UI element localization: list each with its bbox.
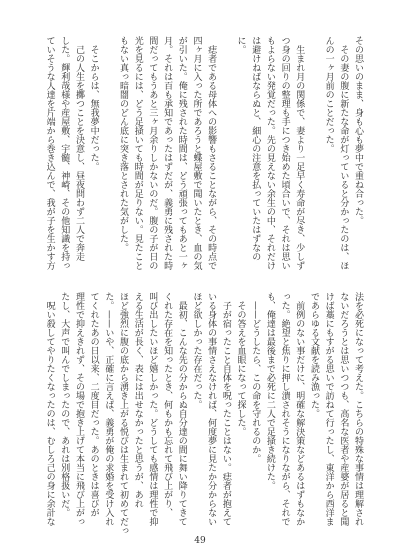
text-line: くれた存在を知ったとき、何もかも忘れて飛び上がり、	[162, 292, 173, 517]
text-line: その答えを血眼になって探した。	[235, 292, 246, 436]
text-line: いる身体の事情さえなければ、何度夢に見たか分からない	[206, 292, 217, 526]
text-line: たし、大声で叫んでしまったので、あれは別格扱いだ。	[59, 292, 70, 517]
text-line: 理性で抑えきれず、その場で抱き上げて本当に飛び上がっ	[73, 292, 84, 526]
text-line: 痣者である母体への影響もさることながら、その時点で	[206, 36, 217, 270]
text-line: える生活が長く、表には出せなかったと思うが、あれ	[132, 292, 143, 508]
text-line: つ身の回りの整理も手につき始めた頃合いで、それは思い	[279, 36, 290, 270]
text-line: その妻の腹に新たな命が灯っていると分かったのは、ほ	[338, 36, 349, 270]
text-line: 叫び出したいほど嬉しかった。どうしても感情は理性で抑	[147, 292, 158, 526]
text-line: もよらない発覚だった。先の見えない余生の中、それだけ	[264, 36, 275, 270]
blank-line	[218, 36, 233, 276]
text-line: 最初、こんな先の分からぬ自分達の間に舞い降りてきて	[176, 292, 187, 526]
text-line: も、俺達は最後まで必死に二人で足掻き続けた。	[264, 292, 275, 490]
text-line: ほど欲しかった存在だった。	[191, 292, 202, 409]
text-line: 前例のない事だけに、明確な解決策などあるはずもなか	[294, 292, 305, 526]
blank-line	[101, 36, 116, 276]
text-line: は避けねばならぬと、細心の注意を払っていたはずなの	[250, 36, 261, 261]
text-line: 呪い殺してやりたくなったのは、むしろ己の身に余計な	[44, 292, 55, 526]
text-line: 四ヶ月に入った所であろうと蝶屋敷で聞いたとき、血の気	[191, 36, 202, 270]
lower-text-block	[40, 292, 365, 535]
text-line: が引いた。俺に残された時間は、どう頑張ってもあと一ヶ	[176, 36, 187, 270]
text-line: そこからは、無我夢中だった。	[88, 36, 99, 171]
text-line: た。——いや、正確に言えば、義勇が俺の求婚を受け入れ	[103, 292, 114, 526]
text-line: 生まれ月の関係で、妻より一足早く寿命が尽き、少しず	[294, 36, 305, 270]
text-line: もない真っ暗闇のどん底に突き落とされた気がした。	[118, 36, 128, 252]
text-line: 子が宿ったこと自体を呪ったことはない。痣者が抱えて	[220, 292, 231, 526]
text-line: に。	[235, 36, 246, 54]
text-line: けば藁にもすがる思いで訪ねて行ったし、東洋から西洋ま	[323, 292, 334, 526]
text-line: 法を必死になって考えた。こちらの特殊な事情は理解され	[353, 292, 363, 526]
text-line: ていそうな人達を片端から巻き込んで、我が子を生かす方	[44, 36, 55, 270]
text-line: ほど強烈に腹の底から湧き上がる悦びは生まれて初めてだっ	[118, 292, 128, 535]
text-line: った。絶望と焦りに押し潰されそうになりながら、それで	[279, 292, 290, 526]
text-line: ——どうしたら、この命を守れるのか。	[250, 292, 261, 463]
text-line: 光を見るには、どう足掻いても時間が足りない。見たこと	[132, 36, 143, 270]
text-line: 月。それは百も承知であったはずだが、義勇に残された時	[162, 36, 173, 270]
upper-text-block	[40, 36, 365, 276]
page-number: 49	[194, 536, 206, 546]
text-line: んの一ヶ月前のことだった。	[323, 36, 334, 153]
text-line: であらゆる文献を読み漁った。	[308, 292, 319, 418]
text-line: した。輝利哉様や産屋敷、宇髄、神崎、その他知識を持っ	[59, 36, 70, 270]
text-line: 己の人生を擲つことを決意し、昼夜問わず二人で奔走	[73, 36, 84, 261]
text-line: ないだろうとは思いつつも、高名な医者や産婆が居ると聞	[338, 292, 349, 526]
text-line: てくれたあの日以来、二度目だった。あのときは喜びが	[88, 292, 99, 517]
blank-line	[306, 36, 321, 276]
text-line: 間だってもうあと三ヶ月余りしかないのだ。腹の子が日の	[147, 36, 158, 270]
text-line: その思いのまま、身も心も夢中で重ね合った。	[353, 36, 363, 225]
